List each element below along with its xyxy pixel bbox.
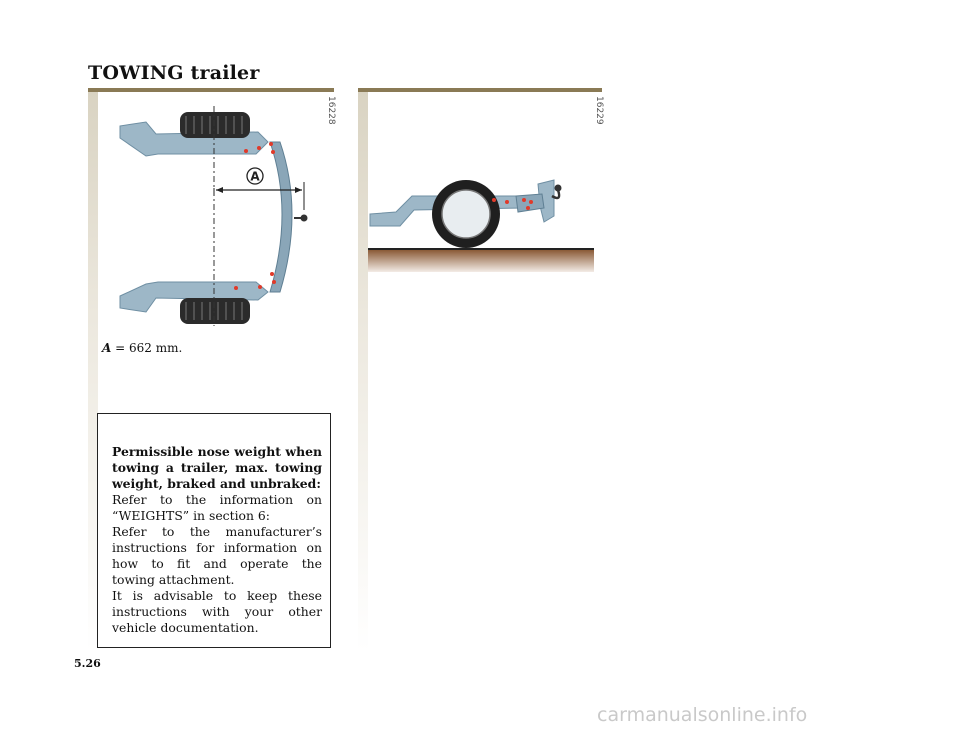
right-column-shade: [358, 92, 368, 652]
note-line-manufacturer: Refer to the manufacturer’s instructions for information on how to fit and operate the towing attachment.: [112, 524, 322, 587]
caption-text: = 662 mm.: [111, 341, 183, 355]
weights-note-box: [97, 413, 331, 648]
caption-variable: A: [102, 341, 112, 355]
towbar-top-view-illustration: [98, 92, 334, 330]
note-heading: Permissible nose weight when towing a trailer, max. towing weight, braked and unbraked:: [112, 444, 322, 491]
note-line-weights: Refer to the information on “WEIGHTS” in section 6:: [112, 492, 322, 523]
page-number: 5.26: [74, 657, 101, 670]
watermark-text: carmanualsonline.info: [597, 704, 808, 726]
dimension-a-label: A: [250, 169, 260, 184]
towbar-top-view-figure: [98, 92, 334, 330]
note-text: [112, 444, 322, 636]
towbar-side-view-illustration: [368, 92, 602, 330]
figure-ref-left: 16228: [326, 96, 336, 125]
figure-ref-right: 16229: [594, 96, 604, 125]
dimension-caption: [102, 341, 182, 355]
note-line-advice: It is advisable to keep these instructions with your other vehicle documentation.: [112, 588, 322, 635]
towbar-side-view-figure: [368, 92, 602, 330]
page-title: TOWING trailer: [88, 62, 260, 84]
